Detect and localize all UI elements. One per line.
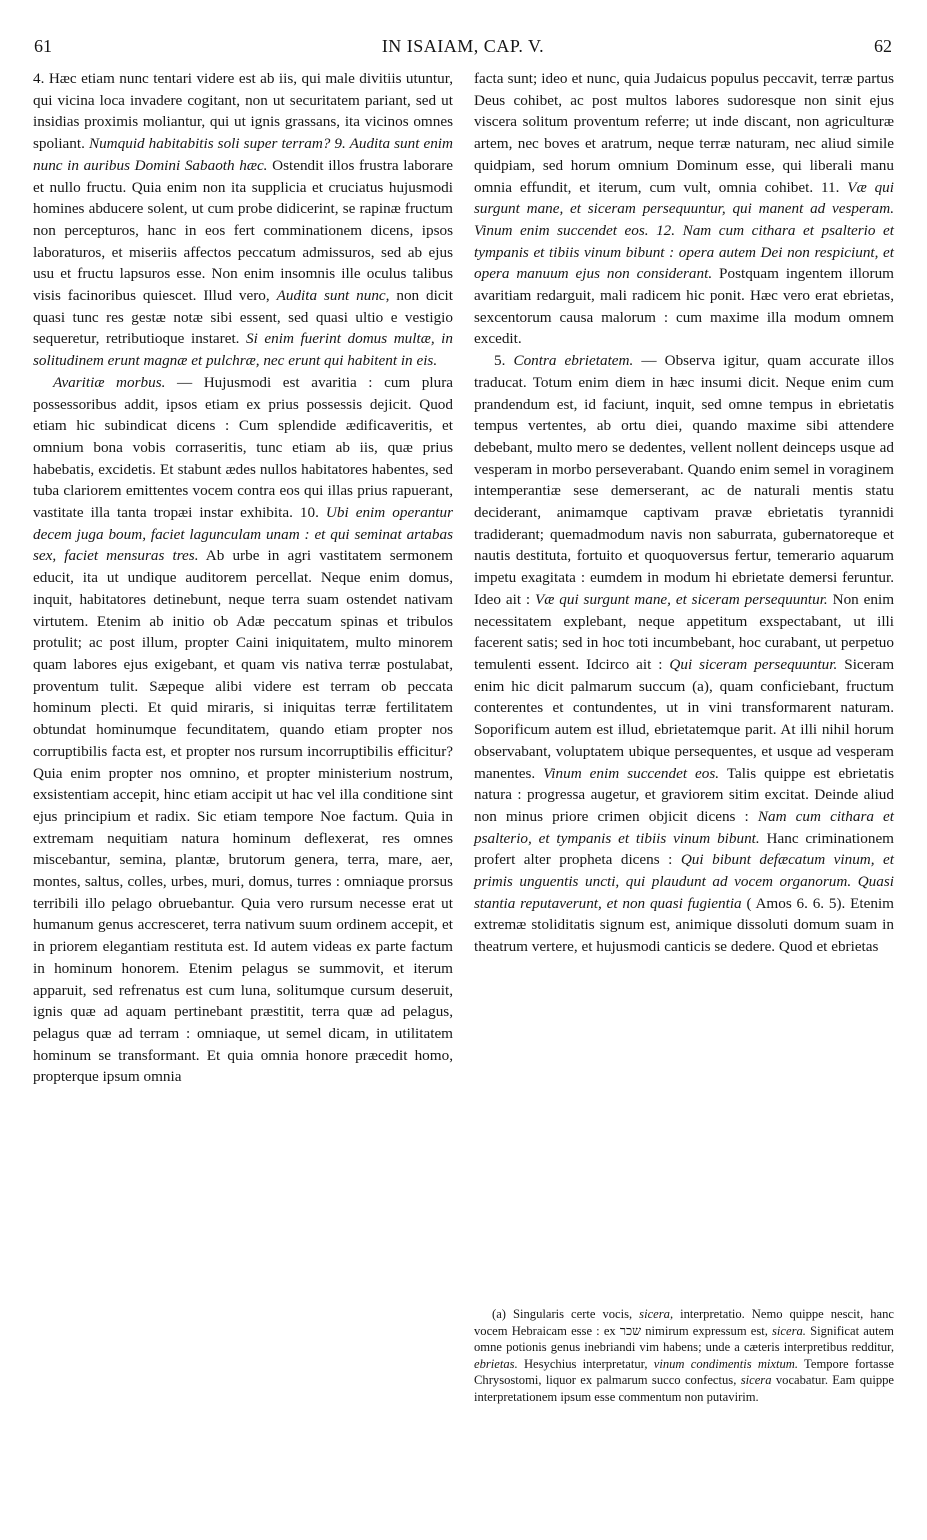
hebrew-word: שכר — [619, 1323, 642, 1338]
scripture-quote: Si enim fuerint domus multæ, in solitudinem erunt magnæ et pulchræ, nec erunt qui habitent in eis. — [33, 330, 453, 370]
text: non dicit quasi tunc res gestæ notæ sibi essent, sed quasi ultio e vestigio sequeretur, retributioque instaret. — [33, 287, 453, 348]
term: ebrietas. — [474, 1356, 518, 1371]
text: nimirum expressum est, — [645, 1323, 768, 1338]
term: sicera — [740, 1373, 772, 1388]
text: interpretatio. Nemo quippe nescit, hanc vocem Hebraicam esse : ex — [474, 1307, 895, 1338]
text: — Observa igitur, quam accurate illos traducat. Totum enim diem in hæc insumi dicit. Neque enim cum prandendum est, id faciunt, inquit, sed omne tempus in ebrietatis tempus vertentes, ab ortu diei, quando maxime sibi attendere debebant, multo mero se dedentes, vellent nollent deinceps usque ad vesperam in morbo perseverabant. Quando enim semel in voraginem intemperantiæ sese demerserant, ac de naturali mentis statu deciderant, animamque captivam pravæ ebrietatis tyrannidi tradiderant; quemadmodum navis non saburrata, gubernatoreque et nautis destituta, fortuito et quoquoversus fertur, temerario aquarum impetu exagitata : eumdem in modum hi ebrietate demersi feruntur. Ideo ait : — [474, 352, 894, 608]
footnote-marker: (a) — [492, 1307, 506, 1321]
text: facta sunt; ideo et nunc, quia Judaicus populus peccavit, terræ partus Deus cohibet, ac post multos labores sudoresque non sinit ejus viscera solitum proventum referre; ut inde discant, non agriculturæ artem, nec boves et aratrum, neque terræ naturam, nec aliud simile quidpiam, sed horum omnium Dominum esse, qui liberali manu omnia effundit, et iterum, cum vult, omnia cohibet. 11. — [474, 70, 894, 196]
text: Siceram enim hic dicit palmarum succum (a), quam conficiebant, fructum conterentes et contundentes, ut in vini transformarent naturam. Soporificum autem est illud, ebrietatemque parit. At illi nihil horum observabant, voluptatem ubique persequentes, et usque ad vesperam manentes. — [474, 655, 895, 782]
section-heading: Contra ebrietatem. — [513, 352, 634, 370]
text: Hanc criminationem profert alter propheta dicens : — [474, 829, 894, 869]
left-column — [33, 68, 453, 1088]
text: Ab urbe in agri vastitatem sermonem educit, ita ut undique auditorem percellat. Neque enim domus, inquit, habitatores detinebunt, neque terra suam ostendet nativam virtutem. Etenim ab initio ob Adæ peccatum spinas et tribulos protulit; ac post illum, propter Caini iniquitatem, multo minorem quam labores ejus exigebant, et quam vis nativa terræ postulabat, proventum tulit. Sæpeque alibi videre est terram ob peccata hominum plecti. Et quid miraris, si iniquitas terræ fertilitatem obtundat hominumque fecunditatem, quando etiam propter nos corruptibilis facta est, et propter nos rursum incorruptibilis efficitur? Quia enim propter nos omnino, et propter ministerium nostrum, exsistentiam accepit, hinc etiam accipit ut hac vel illa conditione sint ejus principium et radix. Sic etiam tempore Noe factum. Quia in extremam nequitiam natura hominum deflexerat, res omnes miscebantur, semina, plantæ, brutorum genera, terra, mare, aer, montes, saltus, colles, urbes, muri, domus, turres : omniaque prorsus terribili illo pelago obruebantur. Quia vero rursum necesse erat ut humanum genus accresceret, terra nativum suum ordinem accepit, et in priorem elegantiam restituta est. Id autem videas ex parte factum in hominum honorem. Etenim pelagus se summovit, et iterum apparuit, sed refrenatus est cum luna, solitumque cursum deseruit, ignis quæ ad aquam pertinebant præstitit, terra quæ ad pelagus, pelagus quæ ad terram : omniaque, ut semel dicam, in utilitatem hominum se transformant. Et quia omnia honore præcedit homo, propterque ipsum omnia — [33, 547, 453, 1086]
section-number: 5. — [494, 352, 506, 370]
scripture-quote: Væ qui surgunt mane, et siceram persequuntur, qui manent ad vesperam. Vinum enim succendet eos. 12. Nam cum cithara et psalterio et tympanis et tibiis vinum bibunt : opera autem Dei non respiciunt, et opera manuum ejus non considerant. — [474, 178, 894, 283]
scripture-quote: Nam cum cithara et psalterio, et tympanis et tibiis vinum bibunt. — [474, 807, 895, 847]
footnote-paragraph — [474, 1306, 894, 1406]
text: Postquam ingentem illorum avaritiam redarguit, mali radicem hic ponit. Hæc vero erat ebrietas, sexcentorum causa malorum : cum maxime illa modum omnem excedit. — [474, 265, 894, 348]
text: ( Amos 6. 6. 5). Etenim extremæ stoliditatis signum est, animique dissoluti domum suam in theatrum vertere, et hujusmodi canticis se dedere. Quod et ebrietas — [474, 894, 894, 956]
text: Tempore fortasse Chrysostomi, liquor ex palmarum succo confectus, — [474, 1356, 895, 1388]
scripture-quote: Qui siceram persequuntur. — [669, 655, 838, 673]
text: Singularis certe vocis, — [512, 1307, 633, 1321]
paragraph — [474, 350, 894, 958]
text: Significat autem omne potionis genus inebriandi vim habens; unde a cæteris interpretibus redditur, — [474, 1323, 894, 1355]
paragraph — [33, 68, 453, 372]
scripture-quote: Vinum enim succendet eos. — [543, 764, 720, 782]
section-heading: Avaritiæ morbus. — [53, 373, 166, 391]
page-number-left: 61 — [34, 36, 52, 56]
text: Hesychius interpretatur, — [523, 1356, 648, 1371]
footnote — [474, 1306, 894, 1406]
paragraph — [474, 68, 894, 350]
term: vinum condimentis mixtum. — [653, 1356, 799, 1371]
scripture-quote: Ubi enim operantur decem juga boum, faciet lagunculam unam : et qui seminat artabas sex, faciet mensuras tres. — [33, 504, 454, 565]
scripture-quote: Qui bibunt defæcatum vinum, et primis unguentis uncti, qui plaudunt ad vocem organorum. Quasi stantia reputaverunt, et non quasi fugientia — [474, 851, 895, 912]
text: vocabatur. Eam quippe interpretationem ipsum esse commentum non putavirim. — [474, 1373, 895, 1404]
scripture-quote: Numquid habitabitis soli super terram? 9. Audita sunt enim nunc in auribus Domini Sabaoth hæc. — [33, 135, 453, 174]
term: sicera. — [772, 1323, 806, 1338]
scripture-quote: Audita sunt nunc, — [276, 287, 390, 305]
paragraph — [33, 372, 453, 1088]
term: sicera, — [639, 1307, 674, 1321]
text: Talis quippe est ebrietatis natura : progressa augetur, et graviorem sitim excitat. Deinde aliud non minus priore crimen objicit dicens : — [474, 764, 895, 825]
text: 4. Hæc etiam nunc tentari videre est ab iis, qui male divitiis utuntur, qui vicina loca invadere cogitant, non ut securitatem pariant, sed ut insidias proximis moliantur, qui ut ignis grassans, ita vicinos omnes spoliant. — [33, 70, 453, 153]
scripture-quote: Væ qui surgunt mane, et siceram persequuntur. — [535, 590, 828, 608]
page-header — [34, 36, 892, 62]
page-number-right: 62 — [874, 36, 892, 56]
text: Ostendit illos frustra laborare et nullo fructu. Quia enim non ita supplicia et cruciatus hujusmodi homines abducere solent, ut cum probe didicerint, se rapinæ fructum non percepturos, hanc in eos fert comminationem dicens, ipsos laboraturos, et miseriis affectos peccatum admissuros, sed ab ejus usu et fructu lapsuros esse. Non enim insomnis ille oculus talibus visis facinoribus quiescet. Illud vero, — [33, 156, 453, 305]
running-title: IN ISAIAM, CAP. V. — [381, 36, 545, 56]
text: — Hujusmodi est avaritia : cum plura possessoribus addit, ipsos etiam ex prius possessis dejicit. Quod etiam hic subindicat dicens : Cum splendide ædificaveritis, et omnium bona vobis corraseritis, tunc etiam ab iis, quæ prius habebatis, excidetis. Et stabunt ædes nullos habitatores habentes, sed tuba clariorem emittentes vocem contra eos qui illas prius rapuerant, vastitate illa tanta tropæi instar exhibita. 10. — [33, 373, 454, 522]
right-column — [474, 68, 894, 958]
text: Non enim necessitatem explebant, neque appetitum exspectabant, ut illi facerent satis; sed in hoc toti incumbebant, hoc curabant, ut perpetuo temulenti essent. Idcirco ait : — [474, 590, 895, 673]
